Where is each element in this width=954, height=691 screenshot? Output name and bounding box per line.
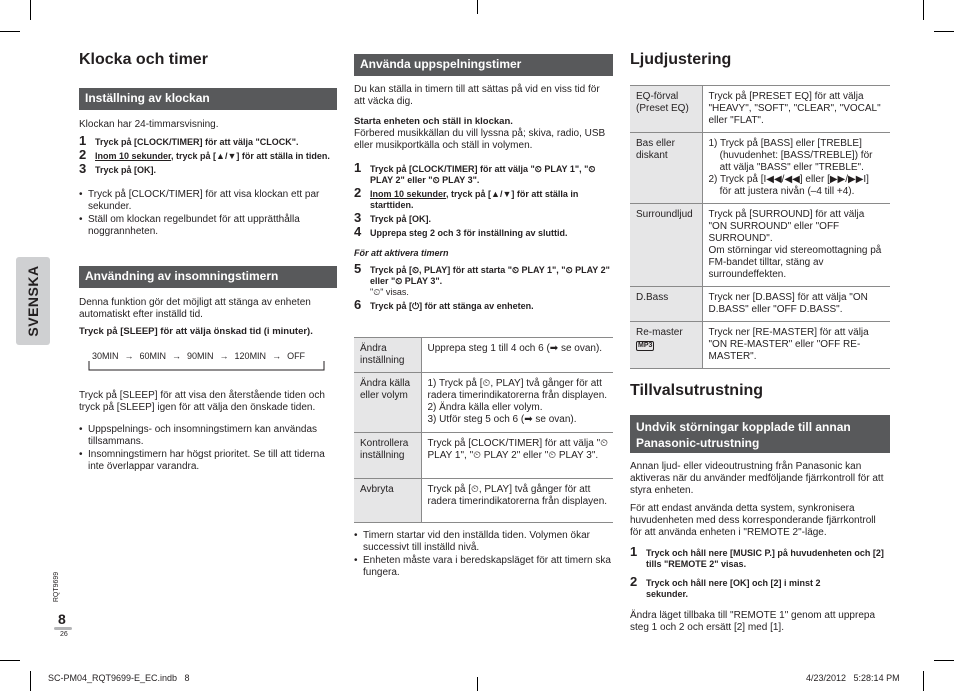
sleep-timer-block (79, 297, 337, 338)
crop-mark (923, 671, 924, 691)
step-number: 3 (79, 161, 87, 176)
step-number: 4 (354, 224, 362, 239)
play-timer-table (354, 337, 613, 523)
subheading-play-timer: Använda uppspelningstimer (354, 54, 613, 76)
mp3-badge: MP3 (638, 342, 653, 349)
table-header-cell (630, 322, 702, 369)
arrow-right-icon: → (172, 351, 182, 361)
arrow-right-icon: → (124, 351, 134, 361)
section-title-optional: Tillvalsutrustning (630, 382, 764, 399)
bullet-text: Enheten måste vara i beredskapsläget för att timern ska fungera. (363, 555, 611, 578)
remaster-label: Re-master (636, 327, 683, 338)
step-rest: , tryck på [▲/▼] för att ställa in starttiden. (370, 189, 579, 210)
step-text: Tryck på [⏻] för att stänga av enheten. (370, 301, 534, 311)
section-title-clock: Klocka och timer (79, 51, 208, 68)
table-value-cell: Tryck på [CLOCK/TIMER] för att välja "⏲ PLAY 1", "⏲ PLAY 2" eller "⏲ PLAY 3". (421, 433, 613, 479)
step-3 (79, 161, 337, 176)
table-value-cell: 1) Tryck på [⏲, PLAY] två gånger för att radera timerindikatorerna från displayen. 2) Ändra källa eller volym. 3) Utför steg 5 och 6 (➡ se ovan). (421, 373, 613, 433)
table-value-cell: Tryck på [PRESET EQ] för att välja "HEAVY", "SOFT", "CLEAR", "VOCAL" eller "FLAT". (702, 86, 890, 133)
language-tab (16, 257, 50, 345)
step-number: 2 (79, 147, 87, 162)
play-timer-intro: Du kan ställa in timern till att sättas på vid en viss tid för att väcka dig. (354, 84, 600, 107)
bullet-text: Uppspelnings- och insomningstimern kan användas tillsammans. (88, 424, 318, 447)
bullet-text: Insomningstimern har högst prioritet. Se till att tiderna inte överlappar varandra. (88, 449, 325, 472)
arrow-right-icon: → (219, 351, 229, 361)
bullet: • Insomningstimern har högst prioritet. Se till att tiderna inte överlappar varandra. (79, 449, 337, 473)
language-tab-label: SVENSKA (25, 265, 41, 337)
crop-mark (477, 0, 478, 14)
play-timer-prep: Förbered musikkällan du vill lyssna på; skiva, radio, USB eller musikportkälla och ställ in volymen. (354, 128, 606, 151)
table-row (354, 433, 613, 479)
step-after: "⏲" visas. (370, 287, 409, 297)
subheading-interference: Undvik störningar kopplade till annan Panasonic-utrustning (630, 415, 890, 453)
crop-mark (934, 660, 954, 661)
table-header-cell: Ändra källa eller volym (354, 373, 421, 433)
bullet: • Timern startar vid den inställda tiden. Volymen ökar successivt till inställd nivå. (354, 530, 613, 554)
play-timer-block (354, 84, 613, 315)
bullet: • Uppspelnings- och insomningstimern kan användas tillsammans. (79, 424, 337, 448)
subheading-sleep-timer: Användning av insomningstimern (79, 266, 337, 288)
step-1 (79, 133, 337, 148)
table-header-cell: Ändra inställning (354, 338, 421, 373)
arrow-right-icon: → (272, 351, 282, 361)
step-6 (354, 297, 613, 312)
table-value-cell: Tryck ner [RE-MASTER] för att välja "ON RE-MASTER" eller "OFF RE-MASTER". (702, 322, 890, 369)
bullet-text: Ställ om klockan regelbundet för att upprätthålla noggrannheten. (88, 214, 300, 237)
play-timer-notes (354, 530, 613, 580)
step-number: 6 (354, 297, 362, 312)
step-5 (354, 261, 613, 298)
sleep-option: 90MIN (187, 351, 214, 361)
step-text (95, 151, 330, 162)
section-title-sound: Ljudjustering (630, 51, 732, 68)
sleep-remaining: Tryck på [SLEEP] för att visa den återstående tiden och tryck på [SLEEP] igen för att välja den önskade tiden. (79, 390, 325, 413)
table-value-cell: Tryck på [SURROUND] för att välja "ON SURROUND" eller "OFF SURROUND". Om störningar vid stereomottagning på FM-bandet tilltar, stäng av surroundeffekten. (702, 204, 890, 287)
step-1 (354, 160, 613, 186)
step-number: 2 (354, 185, 362, 200)
optional-p1: Annan ljud- eller videoutrustning från Panasonic kan aktiveras när du använder medföljande fjärrkontroll för att styra enheten. (630, 461, 884, 496)
page-sub-number: 26 (60, 631, 68, 638)
step-rest: , tryck på [▲/▼] för att ställa in tiden. (171, 151, 330, 161)
step-text: Tryck på [OK]. (95, 165, 157, 175)
crop-mark (0, 660, 20, 661)
step-number: 5 (354, 261, 362, 276)
step-main: Tryck på [⏲, PLAY] för att starta "⏲ PLAY 1", "⏲ PLAY 2" eller "⏲ PLAY 3". (370, 265, 610, 286)
crop-mark (30, 0, 31, 20)
step-text: Tryck på [CLOCK/TIMER] för att välja "⏲ PLAY 1", "⏲ PLAY 2" eller "⏲ PLAY 3". (370, 164, 596, 185)
sleep-instruction: Tryck på [SLEEP] för att välja önskad tid (i minuter). (79, 326, 313, 337)
table-header-cell: Surroundljud (630, 204, 702, 287)
step-2 (630, 574, 890, 600)
step-3 (354, 210, 613, 225)
step-2 (79, 147, 337, 162)
crop-mark (0, 31, 20, 32)
step-text: Upprepa steg 2 och 3 för inställning av sluttid. (370, 228, 568, 238)
crop-mark (923, 0, 924, 20)
bullet-text: Timern startar vid den inställda tiden. Volymen ökar successivt till inställd nivå. (363, 530, 590, 553)
step-number: 1 (354, 160, 362, 175)
clock-setting-block (79, 119, 337, 239)
table-row (630, 322, 890, 369)
step-text: Tryck på [OK]. (370, 214, 432, 224)
page-divider (54, 627, 72, 630)
table-row (630, 287, 890, 322)
table-row (354, 479, 613, 523)
bullet: • Ställ om klockan regelbundet för att upprätthålla noggrannheten. (79, 214, 337, 238)
step-underline: Inom 10 sekunder (95, 151, 172, 161)
table-row (630, 133, 890, 204)
step-text (370, 265, 613, 298)
table-row (354, 338, 613, 373)
loop-back-line (84, 361, 332, 373)
step-number: 1 (79, 133, 87, 148)
crop-mark (477, 677, 478, 691)
step-number: 1 (630, 544, 638, 559)
sleep-option: 30MIN (92, 351, 119, 361)
crop-mark (934, 31, 954, 32)
sleep-timer-block-2 (79, 390, 337, 474)
activate-timer-heading: För att aktivera timern (354, 248, 449, 258)
step-text: Tryck på [CLOCK/TIMER] för att välja "CLOCK". (95, 137, 299, 147)
clock-intro: Klockan har 24-timmarsvisning. (79, 119, 219, 130)
step-underline: Inom 10 sekunder (370, 189, 447, 199)
optional-block (630, 461, 890, 634)
step-4 (354, 224, 613, 239)
sleep-option: 60MIN (139, 351, 167, 361)
table-header-cell: Kontrollera inställning (354, 433, 421, 479)
subheading-clock-setting: Inställning av klockan (79, 88, 337, 110)
table-row (630, 86, 890, 133)
play-timer-prep-title: Starta enheten och ställ in klockan. (354, 116, 513, 127)
step-number: 2 (630, 574, 638, 589)
footer-file: SC-PM04_RQT9699-E_EC.indb 8 (48, 673, 190, 683)
step-1 (630, 544, 890, 570)
bullet: • Enheten måste vara i beredskapsläget för att timern ska fungera. (354, 555, 613, 579)
table-header-cell: D.Bass (630, 287, 702, 322)
bullet: • Tryck på [CLOCK/TIMER] för att visa klockan ett par sekunder. (79, 189, 337, 213)
table-value-cell: 1) Tryck på [BASS] eller [TREBLE] (huvudenhet: [BASS/TREBLE]) för att välja "BASS" eller "TREBLE". 2) Tryck på [I◀◀/◀◀] eller [▶▶/▶▶I] för att justera nivån (–4 till +4). (702, 133, 890, 204)
sleep-option: 120MIN (234, 351, 267, 361)
table-value-cell: Tryck på [⏲, PLAY] två gånger för att radera timerindikatorerna från displayen. (421, 479, 613, 523)
crop-mark (30, 671, 31, 691)
table-row (354, 373, 613, 433)
doc-code-text: RQT9699 (53, 571, 61, 603)
table-value-cell: Upprepa steg 1 till 4 och 6 (➡ se ovan). (421, 338, 613, 373)
table-header-cell: Bas eller diskant (630, 133, 702, 204)
optional-p3: Ändra läget tillbaka till "REMOTE 1" genom att upprepa steg 1 och 2 och ersätt [2] med [1]. (630, 610, 875, 633)
step-text: Tryck och håll nere [OK] och [2] i minst 2 sekunder. (646, 578, 821, 599)
table-header-cell: EQ-förval (Preset EQ) (630, 86, 702, 133)
sleep-option: OFF (287, 351, 306, 361)
page-number: 8 (58, 611, 66, 627)
table-header-cell: Avbryta (354, 479, 421, 523)
step-number: 3 (354, 210, 362, 225)
sound-table (630, 85, 890, 369)
optional-p2: För att endast använda detta system, synkronisera huvudenheten med dess korresponderande fjärrkontroll för att använda enheten i "REMOTE 2"-läge. (630, 503, 876, 538)
step-text: Tryck och håll nere [MUSIC P.] på huvudenheten och [2] tills "REMOTE 2" visas. (646, 548, 884, 569)
table-row (630, 204, 890, 287)
sleep-desc: Denna funktion gör det möjligt att stänga av enheten automatiskt efter inställd tid. (79, 297, 311, 320)
bullet-text: Tryck på [CLOCK/TIMER] för att visa klockan ett par sekunder. (88, 189, 320, 212)
footer-date: 4/23/2012 5:28:14 PM (806, 673, 900, 683)
step-text (370, 189, 613, 211)
doc-code (53, 571, 70, 605)
step-2 (354, 185, 613, 211)
table-value-cell: Tryck ner [D.BASS] för att välja "ON D.BASS" eller "OFF D.BASS". (702, 287, 890, 322)
